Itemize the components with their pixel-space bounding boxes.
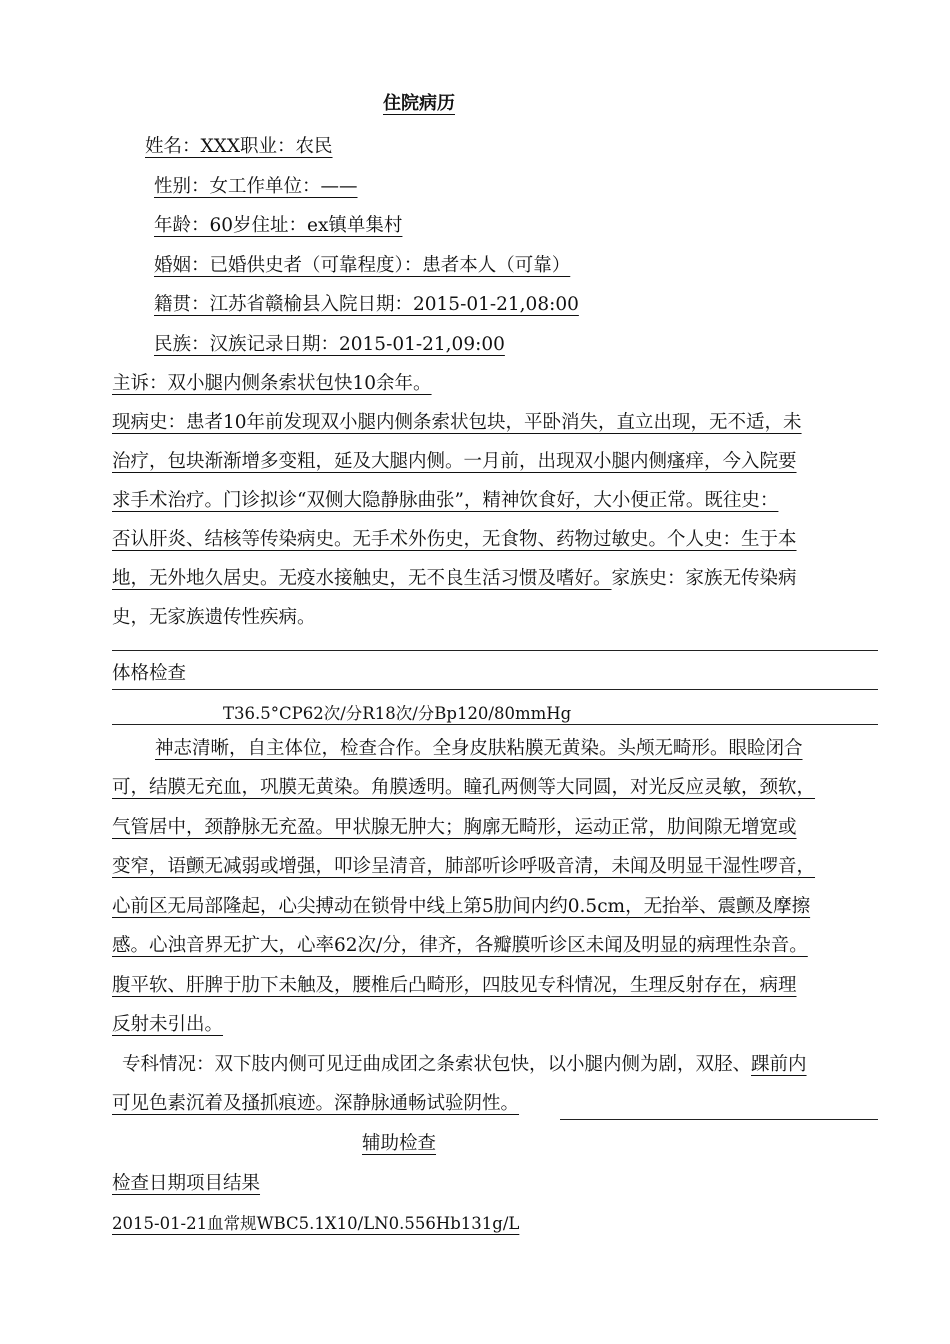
specialty-part: 踝前内: [751, 1054, 807, 1075]
info-marital: 婚姻：已婚供史者（可靠程度）：患者本人（可靠）: [154, 255, 571, 276]
info-native-place: 籍贯：江苏省赣榆县入院日期：2015-01-21,08:00: [154, 294, 579, 315]
exam-line: 腹平软、肝脾于肋下未触及，腰椎后凸畸形，四肢见专科情况，生理反射存在，病理: [112, 975, 797, 996]
specialty-line: [122, 1053, 807, 1077]
exam-line: 可，结膜无充血，巩膜无黄染。角膜透明。瞳孔两侧等大同圆，对光反应灵敏，颈软，: [112, 777, 816, 798]
present-illness-line: 否认肝炎、结核等传染病史。无手术外伤史，无食物、药物过敏史。个人史：生于本: [112, 529, 797, 550]
auxiliary-columns: 检查日期项目结果: [112, 1173, 261, 1194]
family-history: 家族史：家族无传染病: [611, 568, 797, 589]
present-illness-line: 求手术治疗。门诊拟诊“双侧大隐静脉曲张”，精神饮食好，大小便正常。既往史：: [112, 490, 779, 511]
divider: [112, 724, 878, 725]
vital-signs: T36.5°CP62次/分R18次/分Bp120/80mmHg: [223, 704, 572, 723]
chief-complaint: 主诉：双小腿内侧条索状包快10余年。: [112, 373, 432, 394]
document-title: 住院病历: [383, 93, 455, 114]
specialty-part: 专科情况：双下肢内侧可见迂曲成团之条索状包快，以小腿内侧为剧，双胫、: [122, 1054, 752, 1075]
divider: [112, 650, 878, 651]
exam-line: 反射未引出。: [112, 1014, 224, 1035]
physical-exam-heading: 体格检查: [112, 663, 187, 684]
exam-line: 感。心浊音界无扩大，心率62次/分，律齐，各瓣膜听诊区未闻及明显的病理性杂音。: [112, 935, 808, 956]
present-illness-line: 现病史：患者10年前发现双小腿内侧条索状包块，平卧消失，直立出现，无不适，未: [112, 412, 802, 433]
info-name: 姓名：XXX职业：农民: [145, 136, 333, 157]
divider: [560, 1119, 878, 1120]
present-illness-line: 史，无家族遗传性疾病。: [112, 607, 316, 628]
info-ethnicity: 民族：汉族记录日期：2015-01-21,09:00: [154, 334, 505, 355]
exam-line: 变窄，语颤无减弱或增强，叩诊呈清音，肺部听诊呼吸音清，未闻及明显干湿性啰音，: [112, 856, 816, 877]
divider: [112, 689, 878, 690]
present-illness-line: [112, 567, 797, 591]
auxiliary-heading: 辅助检查: [362, 1133, 437, 1154]
auxiliary-row: 2015-01-21血常规WBC5.1X10/LN0.556Hb131g/L: [112, 1214, 520, 1233]
info-age: 年龄：60岁住址：ex镇单集村: [154, 215, 403, 236]
exam-line: 心前区无局部隆起，心尖搏动在锁骨中线上第5肋间内约0.5cm，无抬举、震颤及摩擦: [112, 896, 811, 917]
present-illness-part: 地，无外地久居史。无疫水接触史，无不良生活习惯及嗜好。: [112, 568, 612, 589]
info-gender: 性别：女工作单位：——: [154, 176, 358, 197]
present-illness-line: 治疗，包块渐渐增多变粗，延及大腿内侧。一月前，出现双小腿内侧瘙痒，今入院要: [112, 451, 797, 472]
exam-line: 神志清晰，自主体位，检查合作。全身皮肤粘膜无黄染。头颅无畸形。眼睑闭合: [155, 738, 803, 759]
exam-line: 气管居中，颈静脉无充盈。甲状腺无肿大；胸廓无畸形，运动正常，肋间隙无增宽或: [112, 817, 797, 838]
specialty-line: 可见色素沉着及搔抓痕迹。深静脉通畅试验阴性。: [112, 1093, 520, 1114]
